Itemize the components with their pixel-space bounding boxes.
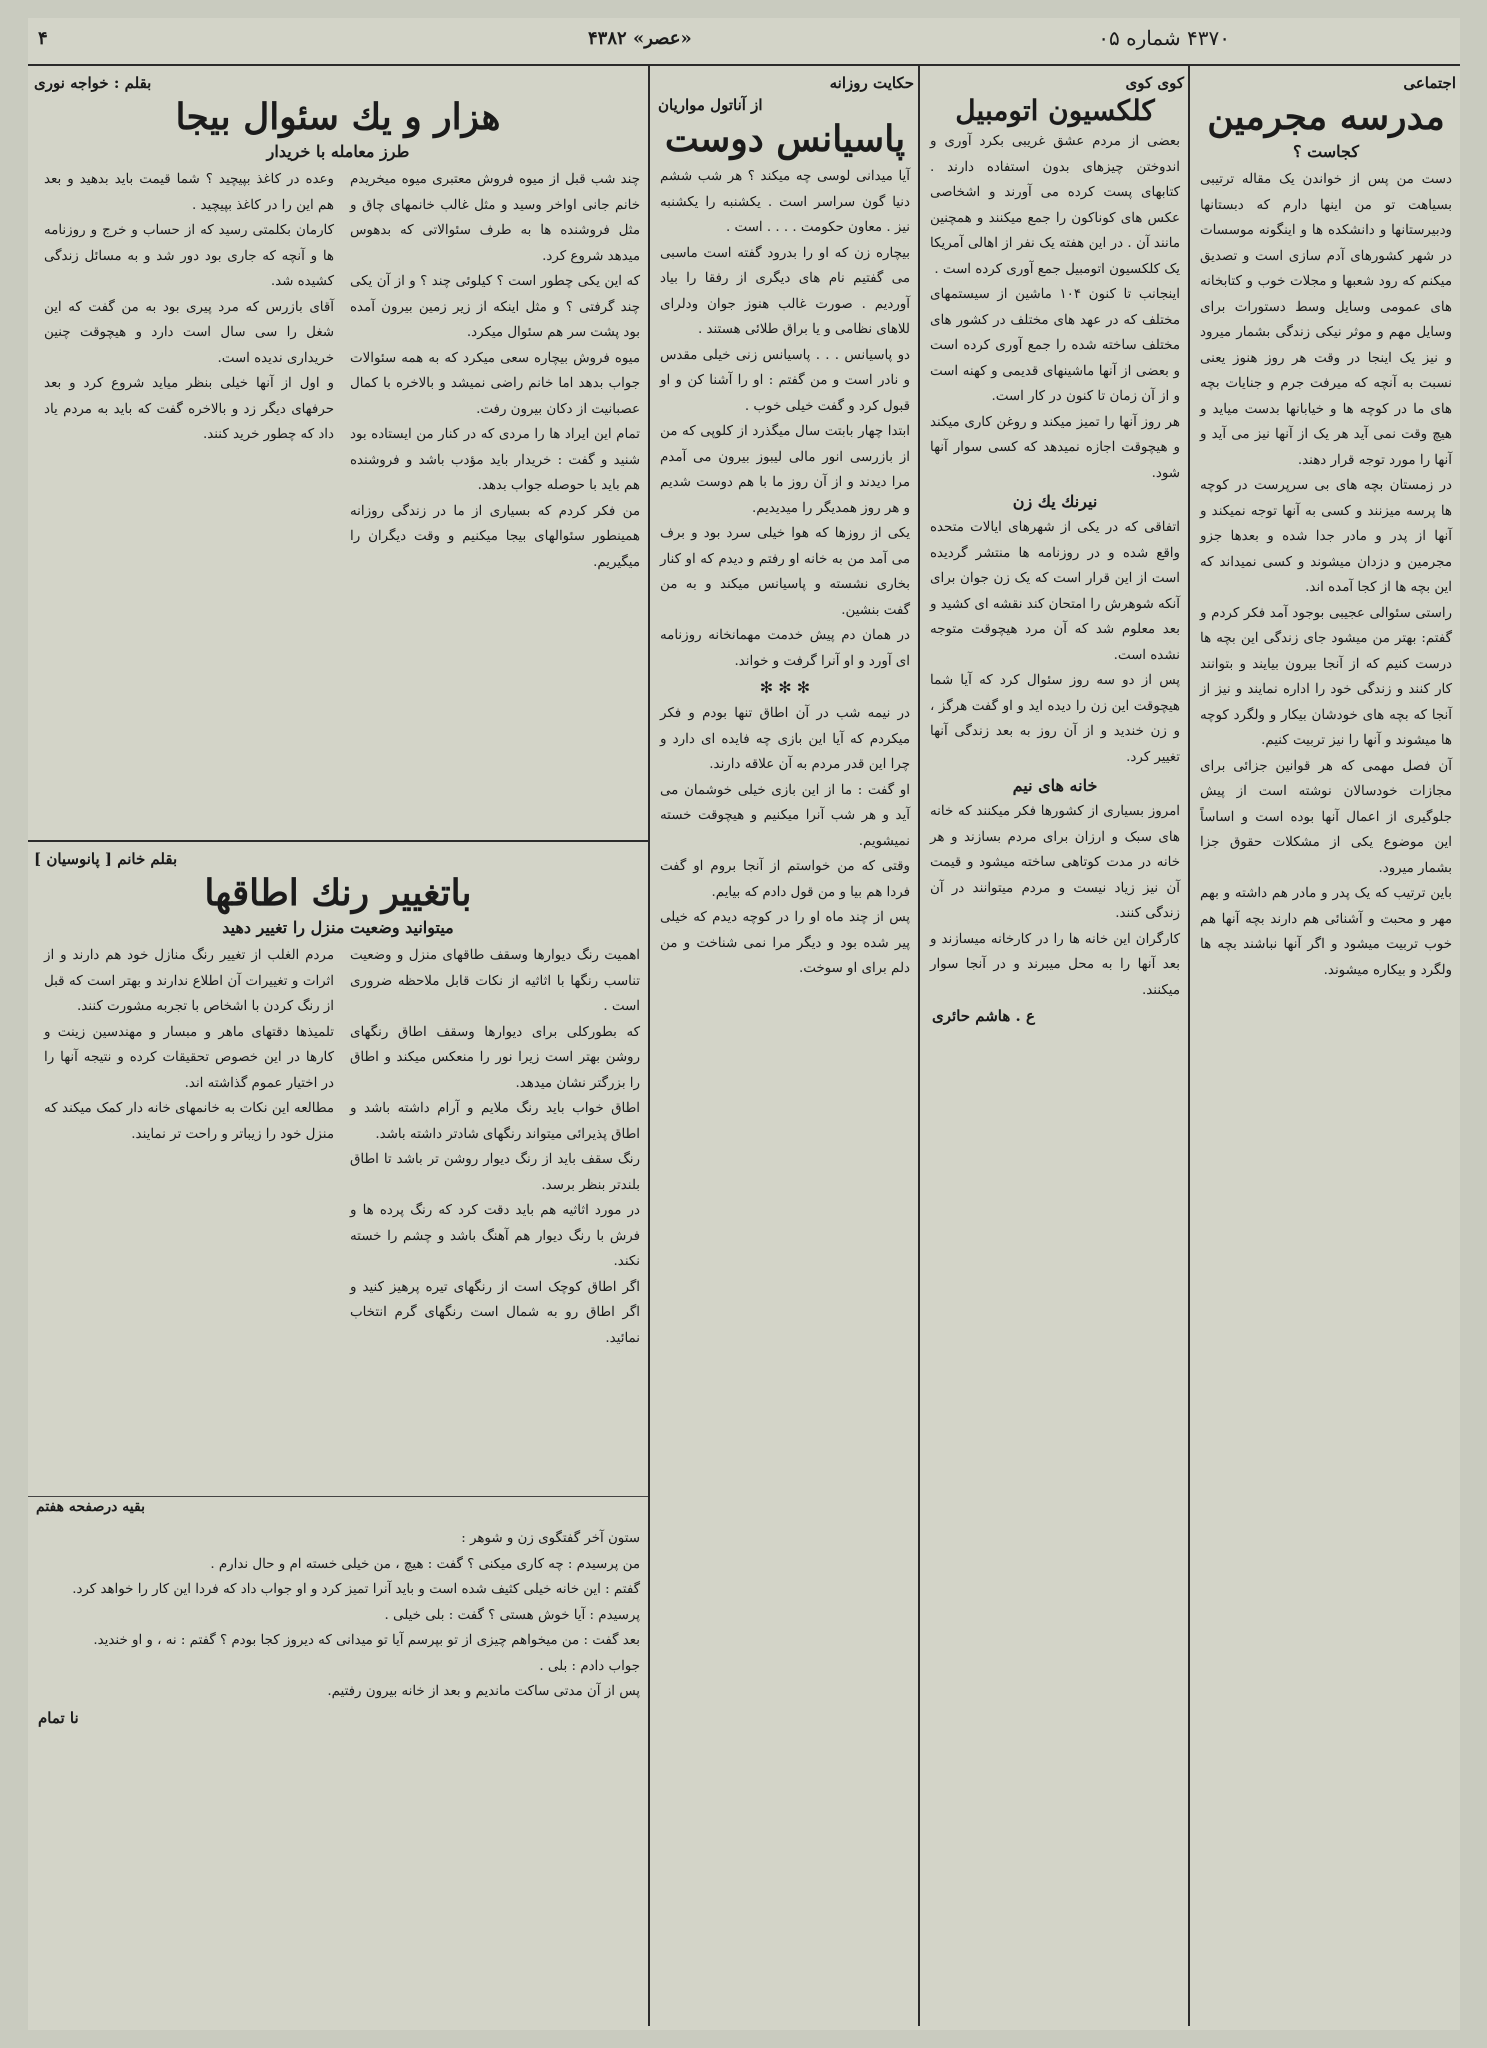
article-title: کلکسیون اتومبیل [955,94,1155,127]
article-end-note: نا تمام [38,1708,79,1727]
article-kicker: حکایت روزانه [829,74,914,92]
article-criminal-school [1192,70,1460,2020]
article-subtitle: کجاست ؟ [1293,142,1359,161]
section-heading: نیرنك یك زن [1012,492,1098,511]
column-rule [1188,66,1190,2026]
article-title: مدرسه مجرمین [1207,96,1445,138]
article-body: در نیمه شب در آن اطاق تنها بودم و فکر میکردم که آیا این بازی چه فایده ای دارد و چرا این قدر مردم به آن علاقه دارند. او گفت : ما از این بازی خیلی خوشمان می آید و هر شب آنرا میکنیم و هیچوقت خسته نمیشویم. وقتی که من خواستم از آنجا بروم او گفت فردا هم بیا و من قول دادم که بیایم. پس از چند ماه او را در کوچه دیدم که خیلی پیر شده بود و دیگر مرا نمی شناخت و من دلم برای او سوخت. [660,706,910,976]
issue-number: ۴۳۷۰ شماره ۰۵ [1098,26,1230,50]
article-body: ستون آخر گفتگوی زن و شوهر : من پرسیدم : چه کاری میکنی ؟ گفت : هیچ ، من خیلی خسته ام و حال ندارم . گفتم : این خانه خیلی کثیف شده است و باید آنرا تمیز کرد و او جواب داد که فردا این کار را خواهد کرد. پرسیدم : آیا خوش هستی ؟ گفت : بلی خیلی . بعد گفت : من میخواهم چیزی از تو بپرسم آیا تو میدانی که دیروز کجا بودم ؟ گفتم : نه ، و او خندید. جواب دادم : بلی . پس از آن مدتی ساکت ماندیم و بعد از خانه بیرون رفتیم. [72,1531,640,1699]
article-kicker: اجتماعی [1403,74,1456,92]
article-thousand-questions [28,70,648,836]
article-subtitle: میتوانید وضعیت منزل را تغییر دهید [222,918,454,937]
article-body: بعضی از مردم عشق غریبی بکرد آوری و اندوختن چیزهای بدون استفاده دارند . کتابهای پست کرده می آورند و اشخاصی عکس های کوناکون را جمع میکنند و همچنین مانند آن . در این هفته یک نفر از اهالی آمریکا یک کلکسیون اتومبیل جمع آوری کرده است . اینجانب تا کنون ۱۰۴ ماشین از سیستمهای مختلف که در عهد های مختلف در کشور های مختلف ساخته شده را جمع آوری کرده است و بعضی از آنها ماشینهای قدیمی و کهنه است و از آن زمان تا کنون در کار است. هر روز آنها را تمیز میکند و روغن کاری میکند و هیچوقت اجازه نمیدهد که کسی سوار آنها شود. [930,134,1180,481]
divider-stars: ✻ ✻ ✻ [759,678,811,697]
article-body: اهمیت رنگ دیوارها وسقف طاقهای منزل و وضعیت تناسب رنگها با اثاثیه از نکات قابل ملاحظه ضروری است . که بطورکلی برای دیوارها وسقف اطاق رنگهای روشن بهتر است زیرا نور را منعکس میکند و اطاق را بزرگتر نشان میدهد. اطاق خواب باید رنگ ملایم و آرام داشته باشد و اطاق پذیرائی میتواند رنگهای شادتر داشته باشد. رنگ سقف باید از رنگ دیوار روشن تر باشد تا اطاق بلندتر بنظر برسد. در مورد اثاثیه هم باید دقت کرد که رنگ پرده ها و فرش با رنگ دیوار هم آهنگ باشد و چشم را خسته نکند. اگر اطاق کوچک است از رنگهای تیره پرهیز کنید و اگر اطاق رو به شمال است رنگهای گرم انتخاب نمائید. [350,948,640,1346]
section-heading: خانه های نیم [1012,776,1098,795]
column-rule [918,66,920,2026]
article-title: هزار و یك سئوال بیجا [175,96,501,138]
article-conversation [28,1526,648,2026]
article-body: چند شب قبل از میوه فروش معتبری میوه میخریدم خانم جانی اواخر وسید و مثل غالب خانمهای چاق و مثل فروشنده ها به طرف سئوالاتی که بدهوس میدهد شروع کرد. که این یکی چطور است ؟ کیلوئی چند ؟ و از آن یکی چند گرفتی ؟ و مثل اینکه از زیر زمین بیرون آمده بود پشت سر هم سئوال میکرد. میوه فروش بیچاره سعی میکرد که به همه سئوالات جواب بدهد اما خانم راضی نمیشد و بالاخره با کمال عصبانیت از دکان بیرون رفت. تمام این ایراد ها را مردی که در کنار من ایستاده بود شنید و گفت : خریدار باید مؤدب باشد و فروشنده هم باید با حوصله جواب بدهد. من فکر کردم که بسیاری از ما در زندگی روزانه همینطور سئوالهای بیجا میکنیم و وقت دیگران را میگیریم. [350,172,640,570]
article-subtitle: طرز معامله با خریدار [266,142,410,161]
page-number: ۴ [38,28,48,49]
masthead [28,18,1460,66]
article-byline: از آناتول مواریان [658,96,763,114]
article-title: پاسیانس دوست [664,118,906,160]
article-room-colors [28,846,648,1486]
article-byline: بقلم خانم [ پانوسیان ] [34,850,178,868]
column-rule [648,66,650,2026]
article-body: آیا میدانی لوسی چه میکند ؟ هر شب ششم دنیا گون سراسر است . یکشنبه را یکشنبه نیز . معاون حکومت . . . . است . بیچاره زن که او را بدرود گفته است ماسبی می گفتیم نام های دیگری از رفقا را بیاد آوردیم . صورت غالب هنوز جوان ودلرای للاهای نظامی و یا براق طلائی هستند . دو پاسیانس . . . پاسیانس زنی خیلی مقدس و نادر است و من گفتم : او را آشنا کن و او قبول کرد و گفت خیلی خوب . ابتدا چهار بابتت سال میگذرد از کلوپی که من از بازرسی انور مالی لیبوز بیرون می آمدم مرا دیدند و از آن روز ما با هم دوست شدیم و هر روز همدیگر را میدیدیم. یکی از روزها که هوا خیلی سرد بود و برف می آمد من به خانه او رفتم و دیدم که او کنار بخاری نشسته و پاسیانس میکند و به من گفت بنشین. در همان دم پیش خدمت مهمانخانه روزنامه ای آورد و او آنرا گرفت و خواند. [660,169,910,669]
newspaper-page [28,18,1460,2030]
paper-name: «عصر» ۴۳۸۲ [588,28,692,49]
article-body: دست من پس از خواندن یک مقاله ترتیبی بسیاهت تو من اینها دارم که دبستانها ودبیرستانها و دانشکده ها و اینگونه موسسات در شهر کشورهای آدم سازی است و تصدیق میکنم که رود شعبها و مجلات خوب و کتابخانه های عمومی وسایل وسط دستورات برای وسایل مهم و موثر نیکی زندگی بشمار میرود و نیز یک اینجا در وقت هر روز هنوز یعنی نسبت به آنچه که میرفت جرم و جنایات بچه های ما در کوچه ها و خیابانها بدست میاید و هیچ وقت نمی آید هر یک از آنها نیز می آید و آنها را مورد توجه قرار دهند. در زمستان بچه های بی سرپرست در کوچه ها پرسه میزنند و کسی به آنها توجه نمیکند و آنها از پدر و مادر جدا شده و بعدها جزو مجرمین و دزدان میشوند و کسی نمیداند که این بچه ها از کجا آمده اند. راستی سئوالی عجیبی بوجود آمد فکر کردم و گفتم: بهتر من میشود جای زندگی این بچه ها درست کنیم که از آنجا بیرون بیایند و بتوانند کار کنند و زندگی خود را اداره نمایند و نیز از آنجا که بچه های خودشان بیکار و ولگرد کوچه ها میشوند و آنها را نیز تربیت کنیم. آن فصل مهمی که هر قوانین جزائی برای مجازات خودسالان نوشته است از پیش جلوگیری از اعمال آنها بوده است و اساساً این موضوع یکی از مشکلات حقوق جزا بشمار میرود. باین ترتیب که یک پدر و مادر هم داشته و بهم مهر و محبت و آشنائی هم دارند بچه آنها هم خوب تربیت میشود و اگر آنها نباشند بچه ها ولگرد و بیکاره میشوند. [1200,172,1452,978]
article-body: مردم الغلب از تغییر رنگ منازل خود هم دارند و از اثرات و تغییرات آن اطلاع ندارند و بهتر است که قبل از رنگ کردن با اشخاص با تجربه مشورت کنند. تلمیذها دقتهای ماهر و مبسار و مهندسین زینت و کارها در این خصوص تحقیقات کرده و نتیجه آنها را در اختیار عموم گذاشته اند. مطالعه این نکات به خانمهای خانه دار کمک میکند که منزل خود را زیباتر و راحت تر نمایند. [44,948,334,1142]
author-signature: ع . هاشم حائری [932,1007,1035,1025]
continued-note: بقیه درصفحه هفتم [28,1496,648,1517]
article-car-collection [922,70,1188,2020]
article-body: وعده در کاغذ بپیچید ؟ شما قیمت باید بدهید و بعد هم این را در کاغذ بپیچید . کارمان بکلمتی رسید که از حساب و خرج و روزنامه ها و آنچه که جاری بود دور شد و به مسائل زندگی کشیده شد. آقای بازرس که مرد پیری بود به من گفت که این شغل را سی سال است دارد و هیچوقت چنین خریداری ندیده است. و اول از آنها خیلی بنظر میاید شروع کرد و بعد حرفهای دیگر زد و بالاخره گفت که باید به مردم یاد داد که چطور خرید کنند. [44,172,334,442]
section-rule [28,840,648,842]
article-patience-friend [652,70,918,2020]
article-kicker: کوی کوی [1125,74,1184,92]
article-body: اتفاقی که در یکی از شهرهای ایالات متحده واقع شده و در روزنامه ها منتشر گردیده است از این قرار است که یک زن جوان برای آنکه شوهرش را امتحان کند نقشه ای کشید و بعد معلوم شد که آن مرد هیچوقت متوجه نشده است. پس از دو سه روز سئوال کرد که آیا شما هیچوقت این زن را دیده اید و او گفت هرگز ، و زن خندید و از آن روز به بعد زندگی آنها تغییر کرد. [930,520,1180,765]
article-title: باتغییر رنك اطاقها [204,872,472,914]
article-byline: بقلم : خواجه نوری [34,74,152,92]
article-body: امروز بسیاری از کشورها فکر میکنند که خانه های سبک و ارزان برای مردم بسازند و هر خانه در مدت کوتاهی ساخته میشود و قیمت آن نیز زیاد نیست و مردم میتوانند در آن زندگی کنند. کارگران این خانه ها را در کارخانه میسازند و بعد آنها را به محل میبرند و در آنجا سوار میکنند. [930,804,1180,998]
